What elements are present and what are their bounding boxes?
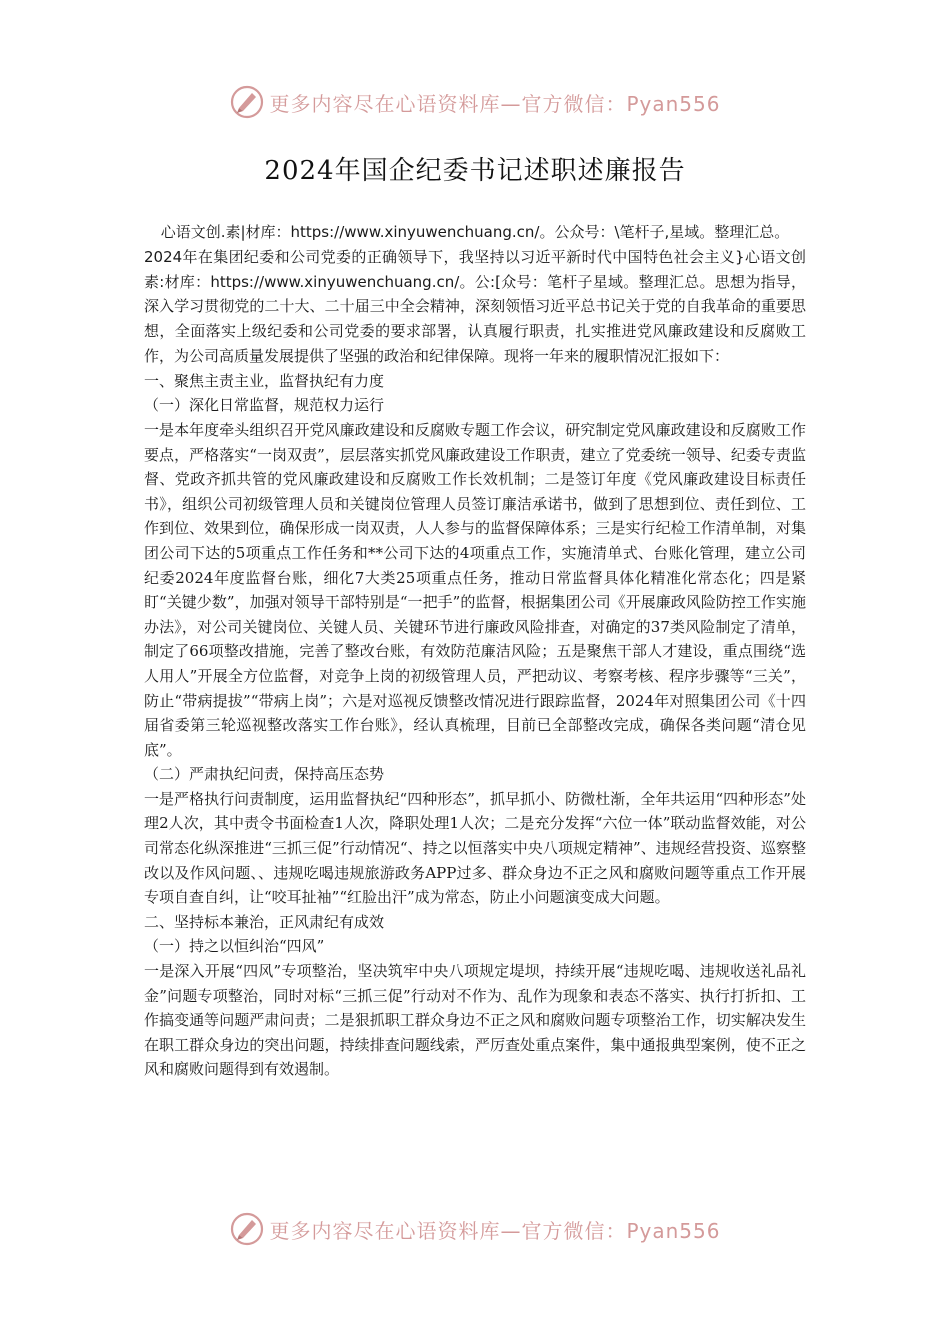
paragraph-2: 一是严格执行问责制度，运用监督执纪“四种形态”，抓早抓小、防微杜渐，全年共运用“四种形态”处理2人次，其中责令书面检查1人次，降职处理1人次；二是充分发挥“六位一体”联动监督效能，对公司常态化纵深推进“三抓三促”行动情况“、持之以恒落实中央八项规定精神”、违规经营投资、巡察整改以及作风问题、、违规吃喝违规旅游政务APP过多、群众身边不正之风和腐败问题等重点工作开展专项自查自纠，让“咬耳扯袖”“红脸出汗”成为常态，防止小问题演变成大问题。 [144,789,806,907]
section-heading-2: 二、坚持标本兼治，正风肃纪有成效 [144,912,385,931]
document-title: 2024年国企纪委书记述职述廉报告 [264,156,686,186]
document-body [144,220,806,1082]
watermark-banner-top [0,80,950,124]
watermark-banner-bottom [0,1207,950,1251]
watermark-text: 更多内容尽在心语资料库—官方微信：Pyan556 [269,91,721,116]
intro-paragraph: 2024年在集团纪委和公司党委的正确领导下，我坚持以习近平新时代中国特色社会主义}心语文创素:材库：https://www.xinyuwenchuang.cn/。公:[众号：笔杆子星域。整理汇总。思想为指导，深入学习贯彻党的二十大、二十届三中全会精神，深刻领悟习近平总书记关于党的自我革命的重要思想，全面落实上级纪委和公司党委的要求部署，认真履行职责，扎实推进党风廉政建设和反腐败工作，为公司高质量发展提供了坚强的政治和纪律保障。现将一年来的履职情况汇报如下： [144,247,806,365]
section-heading-1: 一、聚焦主责主业，监督执纪有力度 [144,371,385,390]
paragraph-1: 一是本年度牵头组织召开党风廉政建设和反腐败专题工作会议，研究制定党风廉政建设和反腐败工作要点，严格落实“一岗双责”，层层落实抓党风廉政建设工作职责，建立了党委统一领导、纪委专责监督、党政齐抓共管的党风廉政建设和反腐败工作长效机制；二是签订年度《党风廉政建设目标责任书》，组织公司初级管理人员和关键岗位管理人员签订廉洁承诺书，做到了思想到位、责任到位、工作到位、效果到位，确保形成一岗双责，人人参与的监督保障体系；三是实行纪检工作清单制，对集团公司下达的5项重点工作任务和**公司下达的4项重点工作，实施清单式、台账化管理，建立公司纪委2024年度监督台账，细化7大类25项重点任务，推动日常监督具体化精准化常态化；四是紧盯“关键少数”，加强对领导干部特别是“一把手”的监督，根据集团公司《开展廉政风险防控工作实施办法》，对公司关键岗位、关键人员、关键环节进行廉政风险排查，对确定的37类风险制定了清单，制定了66项整改措施，完善了整改台账，有效防范廉洁风险；五是聚焦干部人才建设，重点围绕“选人用人”开展全方位监督，对竞争上岗的初级管理人员，严把动议、考察考核、程序步骤等“三关”，防止“带病提拔”“带病上岗”；六是对巡视反馈整改情况进行跟踪监督，2024年对照集团公司《十四届省委第三轮巡视整改落实工作台账》，经认真梳理，目前已全部整改完成，确保各类问题“清仓见底”。 [144,420,806,759]
logo-icon [229,1211,265,1247]
subsection-heading-2-1: （一）持之以恒纠治“四风” [144,937,325,956]
paragraph-3: 一是深入开展“四风”专项整治，坚决筑牢中央八项规定堤坝，持续开展“违规吃喝、违规收送礼品礼金”问题专项整治，同时对标“三抓三促”行动对不作为、乱作为现象和表态不落实、执行打折扣、工作搞变通等问题严肃问责；二是狠抓职工群众身边不正之风和腐败问题专项整治工作，切实解决发生在职工群众身边的突出问题，持续排查问题线索，严厉查处重点案件，集中通报典型案例，使不正之风和腐败问题得到有效遏制。 [144,962,806,1079]
source-line: 心语文创.素|材库：https://www.xinyuwenchuang.cn/。公众号：\笔杆子,星域。整理汇总。 [160,223,790,241]
logo-icon [229,84,265,120]
subsection-heading-1-2: （二）严肃执纪问责，保持高压态势 [144,765,385,784]
subsection-heading-1-1: （一）深化日常监督，规范权力运行 [144,396,385,415]
watermark-text: 更多内容尽在心语资料库—官方微信：Pyan556 [269,1218,721,1243]
